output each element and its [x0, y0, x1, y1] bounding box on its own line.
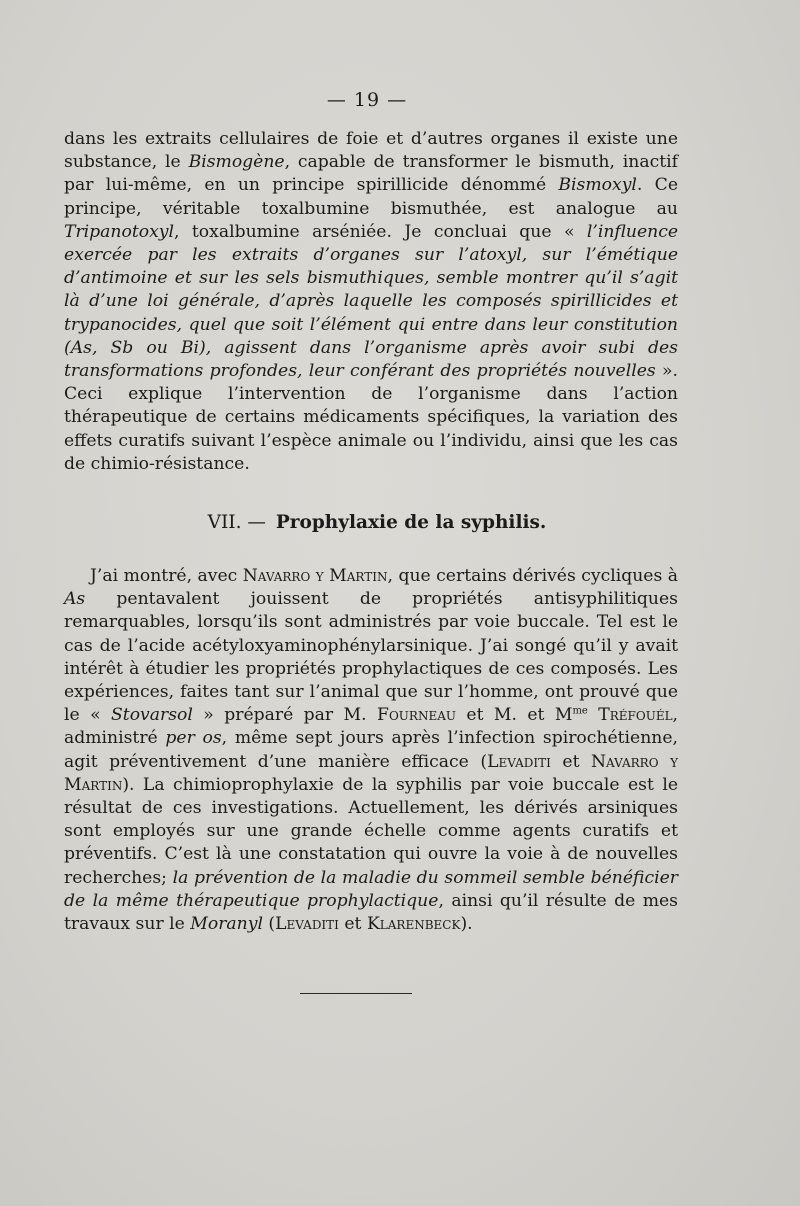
author-name: Navarro y Martin [64, 751, 678, 795]
text-run: et [550, 751, 592, 772]
italic-term: Stovarsol [111, 705, 193, 726]
section-title: Prophylaxie de la syphilis. [275, 512, 547, 533]
text-run: , toxalbumine arséniée. Je concluai que « [174, 221, 587, 242]
paragraph-prophylaxis [64, 565, 678, 936]
text-run: dans les extraits cellulaires de foie et d’autres organes il existe une substance, le [64, 129, 678, 173]
italic-phrase: la prévention de la maladie du sommeil semble bénéficier de la même thérapeutique prophylactique [64, 867, 678, 911]
page-number: — 19 — [326, 89, 408, 111]
paragraph-bismogene [64, 128, 678, 476]
author-name: Fourneau [377, 705, 456, 726]
text-run: pentavalent jouissent de propriétés antisyphilitiques remarquables, lorsqu’ils sont administrés par voie buccale. Tel est le cas de l’acide acétyloxyaminophénylarsinique. J’ai songé qu’il y avait intérêt à étudier les propriétés prophylactiques de ces composés. Les expériences, faites tant sur l’animal que sur l’homme, ont prouvé que le « [64, 589, 678, 726]
italic-term: Bismogène [188, 152, 285, 173]
superscript: me [572, 705, 588, 717]
end-rule [300, 993, 412, 994]
text-run: ). [460, 914, 473, 935]
text-run: , même sept jours après l’infection spirochétienne, agit préventivement d’une manière efficace ( [64, 728, 678, 772]
author-name: Navarro y Martin [242, 566, 388, 586]
text-run: . Ce principe, véritable toxalbumine bismuthée, est analogue au [64, 175, 678, 219]
text-run [588, 705, 598, 725]
italic-term: Bismoxyl [558, 175, 637, 196]
text-run: ». Ceci explique l’intervention de l’organisme dans l’action thérapeutique de certains médicaments spécifiques, la variation des effets curatifs suivant l’espèce animale ou l’individu, ainsi que les cas de chimio-résistance. [64, 361, 678, 474]
italic-term: Moranyl [190, 914, 263, 935]
text-run: , capable de transformer le bismuth, inactif par lui-même, en un principe spirillicide dénommé [64, 152, 678, 196]
author-name: Levaditi [275, 914, 339, 935]
text-run: , que certains dérivés cycliques à [387, 566, 679, 586]
italic-term: As [64, 589, 86, 610]
italic-term: Tripanotoxyl [64, 221, 174, 242]
author-name: Levaditi [487, 751, 551, 772]
text-run: J’ai montré, avec [90, 566, 243, 586]
italic-term: per os [165, 728, 222, 749]
italic-quotation: l’influence exercée par les extraits d’organes sur l’atoxyl, sur l’émétique d’antimoine et sur les sels bismuthiques, semble montrer qu’il s’agit là d’une loi générale, d’après laquelle les composés spirillicides et trypanocides, quel que soit l’élément qui entre dans leur constitution (As, Sb ou Bi), agissent dans l’organisme après avoir subi des transformations profondes, leur conférant des propriétés nouvelles [64, 221, 678, 382]
text-run: et M. et M [455, 705, 573, 726]
text-run: , administré [64, 705, 679, 749]
author-name: Klarenbeck [366, 914, 461, 935]
section-number: VII. — [207, 512, 266, 533]
text-run: ( [262, 914, 276, 935]
text-run: » préparé par M. [192, 705, 378, 726]
text-run: ). La chimioprophylaxie de la syphilis par voie buccale est le résultat de ces investigations. Actuellement, les dérivés arsiniques sont employés sur une grande échelle comme agents curatifs et préventifs. C’est là une constatation qui ouvre la voie à de nouvelles recherches; [64, 774, 678, 888]
section-heading [0, 512, 754, 533]
author-name: Tréfouél [598, 705, 673, 726]
text-run: , ainsi qu’il résulte de mes travaux sur le [64, 890, 679, 935]
text-run: et [338, 914, 367, 935]
